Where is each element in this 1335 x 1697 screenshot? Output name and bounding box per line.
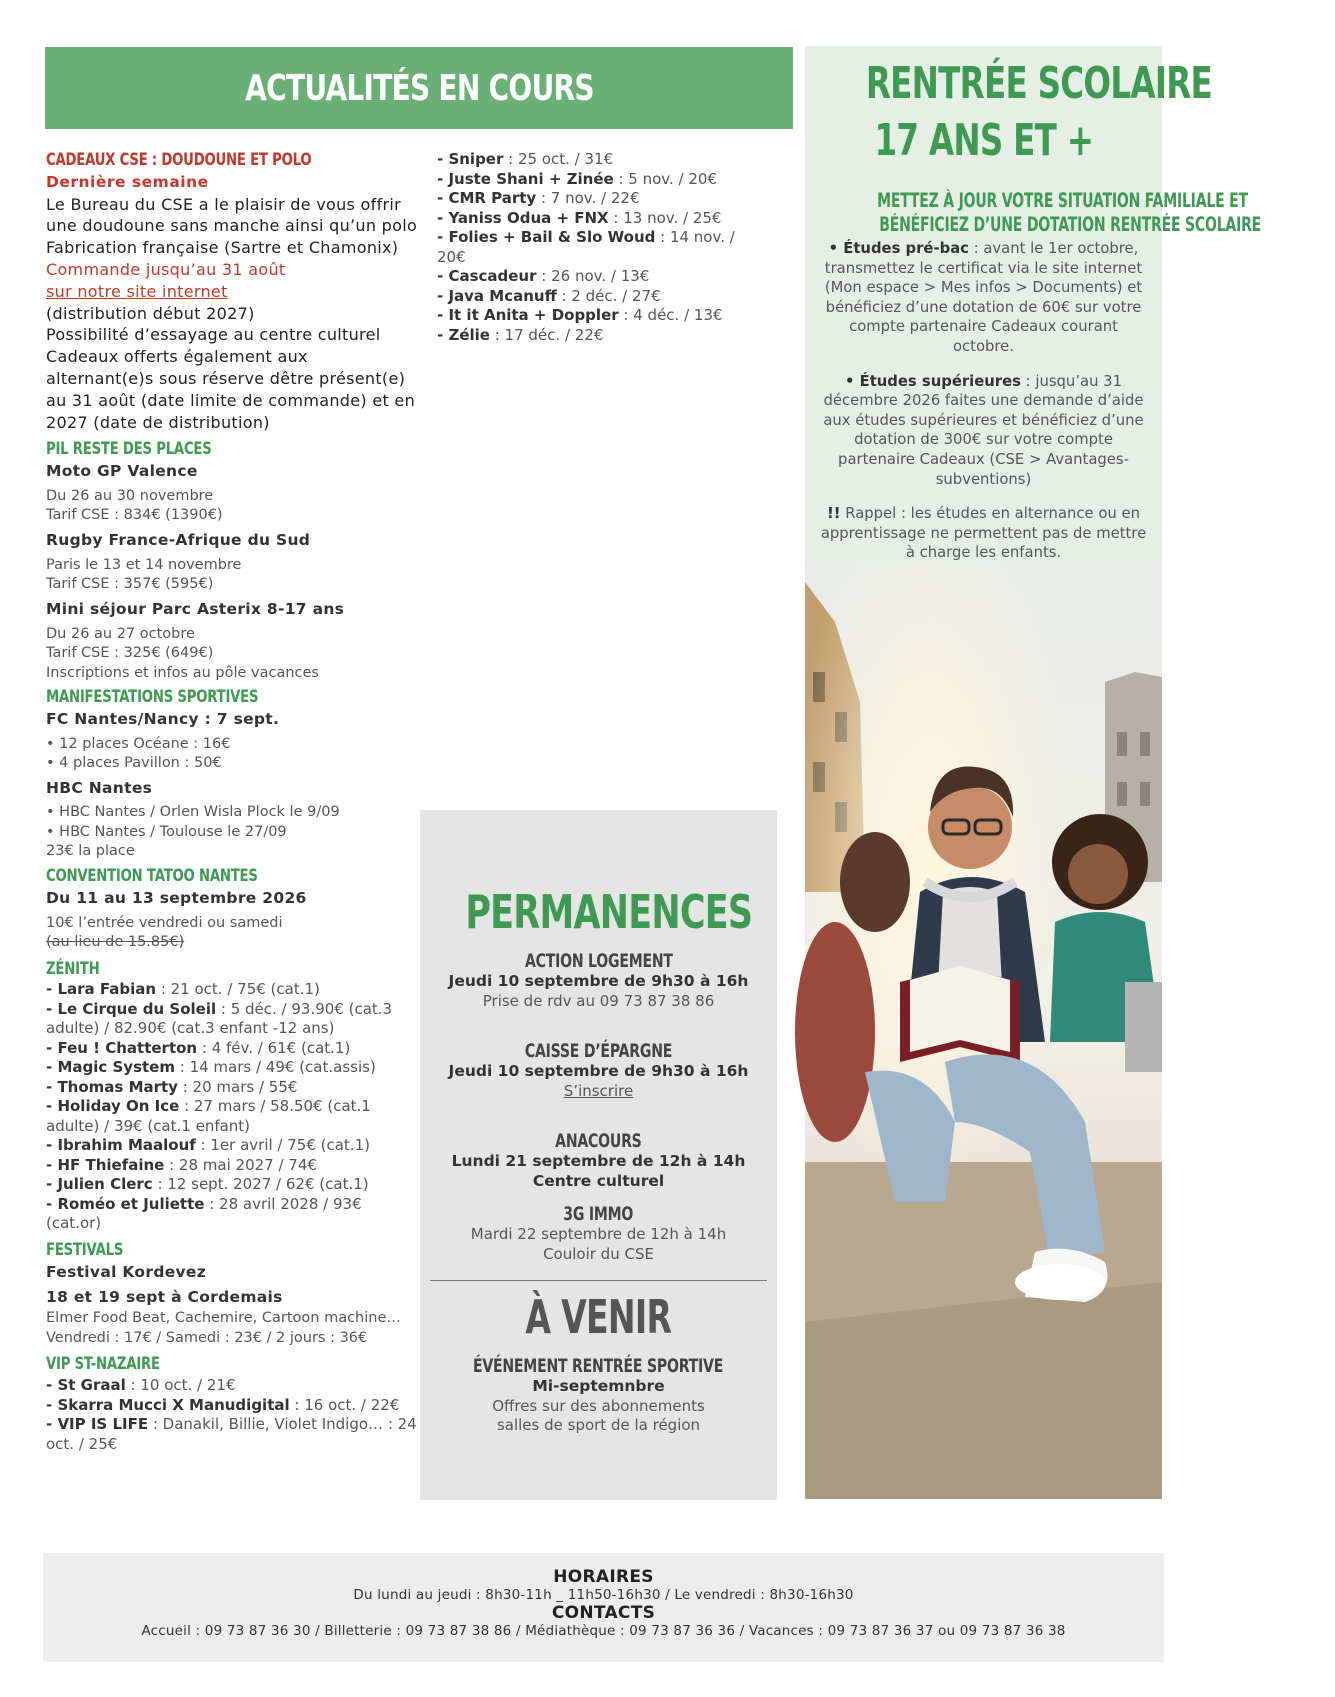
cadeaux-line: Fabrication française (Sartre et Chamonix) — [46, 238, 399, 258]
sup-paragraph — [817, 372, 1150, 490]
footer — [43, 1553, 1164, 1662]
festival-title: Festival Kordevez — [46, 1262, 207, 1281]
festivals-heading: FESTIVALS — [46, 1239, 124, 1260]
zenith-item-name: - Holiday On Ice — [46, 1097, 180, 1116]
zenith-list — [46, 980, 421, 1234]
concert-item-name: - CMR Party — [437, 189, 537, 207]
zenith-item-detail: : 21 oct. / 75€ (cat.1) — [156, 980, 320, 999]
horaires-text: Du lundi au jeudi : 8h30-11h _ 11h50-16h30 / Le vendredi : 8h30-16h30 — [353, 1587, 854, 1603]
venir-heading: ÉVÉNEMENT RENTRÉE SPORTIVE — [473, 1355, 724, 1377]
zenith-item-name: - Le Cirque du Soleil — [46, 999, 217, 1018]
zenith-item — [46, 1039, 421, 1059]
cadeaux-heading: CADEAUX CSE : DOUDOUNE ET POLO — [46, 150, 312, 170]
sup-label: • Études supérieures — [844, 372, 1021, 390]
rentree-title-line: 17 ANS ET + — [874, 115, 1093, 166]
anacours-heading: ANACOURS — [555, 1130, 642, 1152]
concert-item — [437, 209, 767, 229]
divider — [430, 1280, 767, 1281]
permanences-title: PERMANENCES — [465, 885, 753, 939]
concert-item — [437, 228, 767, 267]
festival-detail: Vendredi : 17€ / Samedi : 23€ / 2 jours : 36€ — [46, 1329, 368, 1346]
zenith-item-name: - Thomas Marty — [46, 1077, 178, 1096]
banner-title: ACTUALITÉS EN COURS — [244, 67, 594, 109]
pil-item-detail: Tarif CSE : 834€ (1390€) — [46, 507, 223, 524]
concert-item-name: - Sniper — [437, 150, 504, 168]
immo-date: Mardi 22 septembre de 12h à 14h — [470, 1225, 727, 1243]
concert-item-detail: : 25 oct. / 31€ — [503, 150, 614, 168]
pil-item-title: Mini séjour Parc Asterix 8-17 ans — [46, 599, 345, 618]
venir-detail: Offres sur des abonnements — [492, 1396, 705, 1415]
zenith-item-name: - Julien Clerc — [46, 1175, 153, 1194]
concert-item-detail: : 14 nov. / 20€ — [437, 228, 735, 266]
sup-text: : jusqu’au 31 décembre 2026 faites une demande d’aide aux études supérieures et bénéficiez d’une dotation de 300€ sur votre compte partenaire Cadeaux (CSE > Avantages-subventions) — [823, 372, 1144, 488]
concert-item-name: - It it Anita + Doppler — [437, 306, 619, 324]
cadeaux-subheading: Dernière semaine — [46, 172, 209, 191]
hbc-title: HBC Nantes — [46, 778, 153, 797]
col2-list — [437, 150, 767, 345]
zenith-item — [46, 1136, 421, 1156]
rentree-body — [817, 239, 1150, 563]
tatoo-old-price: (au lieu de 15.85€) — [46, 934, 185, 951]
zenith-item — [46, 1097, 421, 1136]
pil-item-detail: Paris le 13 et 14 novembre — [46, 556, 242, 573]
cadeaux-site-link[interactable]: sur notre site internet — [46, 281, 228, 301]
concert-item-detail: : 7 nov. / 22€ — [536, 189, 640, 207]
contacts-title: CONTACTS — [551, 1603, 656, 1623]
caisse-epargne-signup-link[interactable]: S’inscrire — [563, 1081, 634, 1100]
cadeaux-line: (distribution début 2027) — [46, 303, 255, 323]
hbc-detail: 23€ la place — [46, 843, 135, 860]
pil-item-detail: Tarif CSE : 325€ (649€) — [46, 645, 214, 662]
zenith-item-detail: : 28 avril 2028 / 93€ (cat.or) — [46, 1194, 362, 1233]
pil-item-title: Rugby France-Afrique du Sud — [46, 530, 311, 549]
column-middle — [437, 150, 767, 345]
venir-title-wrap — [420, 1290, 777, 1344]
rentree-subtitle — [805, 189, 1262, 237]
tatoo-date: Du 11 au 13 septembre 2026 — [46, 888, 307, 907]
rentree-title — [805, 58, 1213, 174]
zenith-item-detail: : 5 déc. / 93.90€ (cat.3 adulte) / 82.90€ (cat.3 enfant -12 ans) — [46, 999, 393, 1038]
rentree-subtitle-line: METTEZ À JOUR VOTRE SITUATION FAMILIALE ET — [877, 189, 1248, 212]
festival-detail: Elmer Food Beat, Cachemire, Cartoon machine… — [46, 1310, 401, 1327]
action-logement-block — [420, 950, 777, 1011]
concert-item-name: - Yaniss Odua + FNX — [437, 208, 609, 227]
concert-item-detail: : 17 déc. / 22€ — [489, 325, 604, 344]
vip-item-detail: : 16 oct. / 22€ — [289, 1395, 400, 1414]
concert-item-detail: : 13 nov. / 25€ — [608, 208, 722, 227]
action-logement-heading: ACTION LOGEMENT — [524, 950, 673, 972]
rentree-box — [805, 46, 1262, 562]
fc-detail: • 4 places Pavillon : 50€ — [46, 755, 222, 772]
concert-item-name: - Cascadeur — [437, 267, 537, 285]
prebac-text: : avant le 1er octobre, transmettez le certificat via le site internet (Mon espace > Mes infos > Documents) et bénéficiez d’une dotation de 60€ sur votre compte partenaire Cadeaux courant octobre. — [824, 240, 1143, 355]
anacours-date: Lundi 21 septembre de 12h à 14h — [451, 1152, 746, 1170]
caisse-epargne-date: Jeudi 10 septembre de 9h30 à 16h — [448, 1062, 749, 1080]
cadeaux-line: alternant(e)s sous réserve dêtre présent(e) — [46, 368, 406, 388]
cadeaux-line: 2027 (date de distribution) — [46, 412, 270, 432]
sport-heading: MANIFESTATIONS SPORTIVES — [46, 687, 259, 708]
cadeaux-description — [46, 194, 421, 434]
fc-detail: • 12 places Océane : 16€ — [46, 735, 231, 752]
zenith-item-name: - Roméo et Juliette — [46, 1194, 205, 1213]
rappel-paragraph — [817, 504, 1150, 563]
action-logement-info: Prise de rdv au 09 73 87 38 86 — [482, 991, 715, 1010]
hbc-detail: • HBC Nantes / Orlen Wisla Plock le 9/09 — [46, 804, 340, 821]
zenith-item — [46, 980, 421, 1000]
concert-item-detail: : 2 déc. / 27€ — [556, 286, 661, 305]
concert-item-name: - Zélie — [437, 325, 490, 344]
pil-item-title: Moto GP Valence — [46, 462, 198, 481]
concert-item-detail: : 5 nov. / 20€ — [613, 169, 717, 188]
rentree-subtitle-line: BÉNÉFICIEZ D’UNE DOTATION RENTRÉE SCOLAIRE — [879, 213, 1262, 236]
concert-item-detail: : 4 déc. / 13€ — [618, 306, 723, 324]
zenith-item-name: - Feu ! Chatterton — [46, 1038, 198, 1057]
vip-item-detail: : Danakil, Billie, Violet Indigo… : 24 oct. / 25€ — [46, 1415, 417, 1453]
students-illustration — [805, 562, 1162, 1499]
rappel-text: Rappel : les études en alternance ou en apprentissage ne permettent pas de mettre à charge les enfants. — [820, 505, 1147, 562]
students-photo — [805, 562, 1162, 1499]
cadeaux-line: Cadeaux offerts également aux — [46, 347, 308, 367]
caisse-epargne-heading: CAISSE D’ÉPARGNE — [524, 1040, 673, 1062]
cadeaux-order-deadline: Commande jusqu’au 31 août — [46, 259, 286, 279]
cadeaux-line: Possibilité d’essayage au centre culturel — [46, 325, 381, 345]
zenith-item-detail: : 4 fév. / 61€ (cat.1) — [197, 1038, 351, 1057]
pil-item-detail: Inscriptions et infos au pôle vacances — [46, 664, 319, 681]
zenith-item — [46, 1078, 421, 1098]
tatoo-heading: CONVENTION TATOO NANTES — [46, 865, 258, 886]
caisse-epargne-block — [420, 1040, 777, 1101]
immo-block — [420, 1203, 777, 1264]
zenith-item-detail: : 14 mars / 49€ (cat.assis) — [174, 1058, 376, 1077]
vip-item-name: - Skarra Mucci X Manudigital — [46, 1395, 290, 1414]
concert-item — [437, 287, 767, 307]
contacts-text: Accueil : 09 73 87 36 30 / Billetterie : 09 73 87 38 86 / Médiathèque : 09 73 87 36 36 / Vacances : 09 73 87 36 37 ou 09 73 87 36 38 — [141, 1623, 1066, 1639]
zenith-item-name: - HF Thiefaine — [46, 1155, 165, 1174]
pil-item-detail: Tarif CSE : 357€ (595€) — [46, 576, 214, 593]
zenith-item-name: - Ibrahim Maalouf — [46, 1136, 196, 1155]
concert-item-name: - Juste Shani + Zinée — [437, 169, 614, 188]
hbc-detail: • HBC Nantes / Toulouse le 27/09 — [46, 823, 287, 840]
zenith-item — [46, 1000, 421, 1039]
cadeaux-line: une doudoune sans manche ainsi qu’un polo — [46, 216, 418, 236]
rentree-title-line: RENTRÉE SCOLAIRE — [865, 58, 1213, 109]
zenith-item — [46, 1058, 421, 1078]
action-logement-date: Jeudi 10 septembre de 9h30 à 16h — [448, 972, 749, 990]
festival-date: 18 et 19 sept à Cordemais — [46, 1288, 283, 1307]
zenith-item-detail: : 28 mai 2027 / 74€ — [164, 1155, 317, 1174]
prebac-label: • Études pré-bac — [828, 240, 969, 257]
cadeaux-line: au 31 août (date limite de commande) et en — [46, 390, 416, 410]
zenith-item-detail: : 12 sept. 2027 / 62€ (cat.1) — [152, 1175, 369, 1194]
section-banner — [45, 47, 793, 129]
vip-item — [46, 1415, 421, 1454]
vip-item — [46, 1396, 421, 1416]
vip-item-detail: : 10 oct. / 21€ — [125, 1376, 236, 1395]
pil-item-detail: Du 26 au 27 octobre — [46, 625, 195, 642]
zenith-item-detail: : 20 mars / 55€ — [177, 1077, 298, 1096]
concert-item — [437, 150, 767, 170]
zenith-item — [46, 1156, 421, 1176]
tatoo-price: 10€ l’entrée vendredi ou samedi — [46, 914, 283, 931]
permanences-title-wrap — [420, 885, 777, 939]
zenith-item-detail: : 1er avril / 75€ (cat.1) — [195, 1136, 370, 1155]
anacours-place: Centre culturel — [532, 1171, 665, 1190]
concert-item-name: - Folies + Bail & Slo Woud — [437, 228, 656, 246]
cadeaux-line: Le Bureau du CSE a le plaisir de vous offrir — [46, 194, 402, 214]
zenith-item-name: - Lara Fabian — [46, 980, 157, 999]
concert-item — [437, 326, 767, 346]
anacours-block — [420, 1130, 777, 1191]
vip-list — [46, 1376, 421, 1454]
concert-item — [437, 306, 767, 326]
concert-item — [437, 170, 767, 190]
concert-item-detail: : 26 nov. / 13€ — [536, 267, 650, 285]
vip-item — [46, 1376, 421, 1396]
zenith-item — [46, 1175, 421, 1195]
fc-title: FC Nantes/Nancy : 7 sept. — [46, 709, 280, 728]
vip-item-name: - VIP IS LIFE — [46, 1415, 149, 1434]
concert-item — [437, 189, 767, 209]
permanences-box — [420, 810, 777, 1500]
venir-title: À VENIR — [525, 1290, 672, 1344]
horaires-title: HORAIRES — [553, 1567, 654, 1587]
column-left — [46, 150, 421, 1454]
zenith-heading: ZÉNITH — [46, 958, 100, 979]
venir-block — [420, 1355, 777, 1436]
warning-icon: !! — [827, 505, 841, 523]
prebac-paragraph — [817, 239, 1150, 357]
concert-item — [437, 267, 767, 287]
pil-heading: PIL RESTE DES PLACES — [46, 439, 212, 460]
immo-place: Couloir du CSE — [543, 1244, 654, 1263]
immo-heading: 3G IMMO — [563, 1203, 634, 1225]
zenith-item-detail: : 27 mars / 58.50€ (cat.1 adulte) / 39€ (cat.1 enfant) — [46, 1097, 371, 1135]
venir-date: Mi-septemnbre — [532, 1377, 665, 1395]
zenith-item — [46, 1195, 421, 1234]
vip-item-name: - St Graal — [46, 1376, 126, 1395]
venir-detail: salles de sport de la région — [496, 1416, 701, 1434]
vip-heading: VIP ST-NAZAIRE — [46, 1354, 160, 1375]
zenith-item-name: - Magic System — [46, 1058, 175, 1077]
concert-item-name: - Java Mcanuff — [437, 286, 557, 305]
pil-item-detail: Du 26 au 30 novembre — [46, 487, 214, 504]
